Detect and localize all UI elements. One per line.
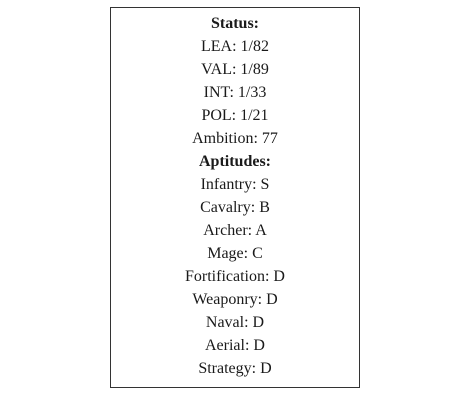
aptitude-aerial: Aerial: D (205, 337, 265, 354)
stat-ambition: Ambition: 77 (192, 130, 278, 147)
aptitude-archer: Archer: A (203, 222, 267, 239)
character-stats-panel (110, 7, 360, 388)
aptitude-mage: Mage: C (207, 245, 263, 262)
aptitude-fortification: Fortification: D (185, 268, 285, 285)
status-heading: Status: (210, 15, 259, 32)
stat-lea: LEA: 1/82 (201, 38, 269, 55)
aptitude-strategy: Strategy: D (198, 360, 272, 377)
aptitude-infantry: Infantry: S (200, 176, 270, 193)
aptitudes-heading: Aptitudes: (198, 153, 271, 170)
aptitude-weaponry: Weaponry: D (192, 291, 278, 308)
stat-int: INT: 1/33 (203, 84, 267, 101)
aptitude-cavalry: Cavalry: B (200, 199, 270, 216)
aptitude-naval: Naval: D (205, 314, 265, 331)
stat-pol: POL: 1/21 (201, 107, 269, 124)
stat-val: VAL: 1/89 (201, 61, 269, 78)
